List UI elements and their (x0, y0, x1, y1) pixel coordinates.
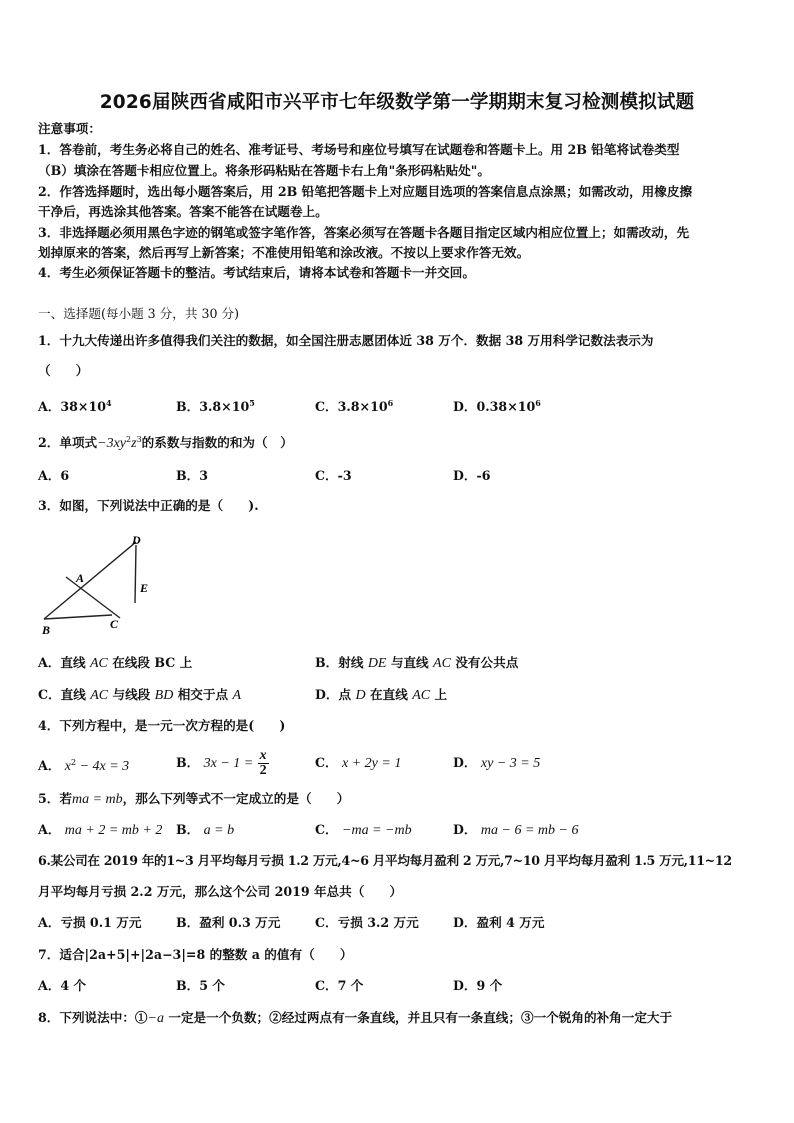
q5-option-c: C． −ma = −mb (315, 822, 412, 838)
question-1-stem: 1．十九大传递出许多值得我们关注的数据，如全国注册志愿团体近 38 万个．数据 38 万用科学记数法表示为 (38, 333, 654, 348)
line-ac (66, 577, 120, 618)
question-8-stem: 8．下列说法中：①−a 一定是一个负数；②经过两点有一条直线，并且只有一条直线；③一个锐角的补角一定大于 (38, 1010, 673, 1026)
page-title: 2026届陕西省咸阳市兴平市七年级数学第一学期期末复习检测模拟试题 (99, 92, 695, 113)
q7-option-c: C．7 个 (315, 978, 364, 993)
ray-de (135, 545, 136, 603)
question-3-stem: 3．如图，下列说法中正确的是（ ). (38, 498, 259, 513)
q4-option-a: A． $x^2 - 4x = 3$ (38, 758, 130, 775)
q3-option-d: D．点 D 在直线 AC 上 (315, 687, 448, 703)
q7-option-a: A．4 个 (38, 978, 87, 993)
fraction-x-over-2: $\frac{x}{2}$ (259, 748, 267, 778)
question-5-stem: 5．若ma = mb，那么下列等式不一定成立的是（ ） (38, 791, 350, 807)
q6-option-a: A．亏损 0.1 万元 (38, 915, 142, 930)
question-2-stem: 2．单项式$-3xy^2z^3$的系数与指数的和为（ ） (38, 435, 293, 452)
q6-option-c: C．亏损 3.2 万元 (315, 915, 419, 930)
notice-line: 2．作答选择题时，选出每小题答案后，用 2B 铅笔把答题卡上对应题目选项的答案信息点涂黑；如需改动，用橡皮擦 (38, 184, 693, 199)
q4-option-d: D． xy − 3 = 5 (453, 755, 541, 771)
label-d: D (132, 533, 141, 547)
triangle-figure (36, 530, 166, 640)
circled-number: ① (134, 1010, 148, 1025)
notice-line: 1．答卷前，考生务必将自己的姓名、准考证号、考场号和座位号填写在试题卷和答题卡上。用 2B 铅笔将试卷类型 (38, 142, 680, 157)
q1-option-a: A．$38\times 10^4$ (38, 398, 112, 415)
question-6-line-2: 月平均每月亏损 2.2 万元，那么这个公司 2019 年总共（ ） (38, 884, 403, 899)
q4-option-b: B． 3x − 1 = $\frac{x}{2}$ (176, 748, 267, 778)
notice-line: 3．非选择题必须用黑色字迹的钢笔或签字笔作答，答案必须写在答题卡各题目指定区域内相应位置上；如需改动，先 (38, 225, 690, 240)
q7-option-b: B．5 个 (176, 978, 225, 993)
q2-option-a: A．6 (38, 468, 70, 483)
q2-option-d: D．-6 (453, 468, 491, 483)
segment-bc (44, 615, 112, 619)
question-4-stem: 4．下列方程中，是一元一次方程的是( ) (38, 718, 286, 733)
q2-option-b: B．3 (176, 468, 209, 483)
notice-line: 划掉原来的答案，然后再写上新答案；不准使用铅笔和涂改液。不按以上要求作答无效。 (38, 245, 530, 260)
q2-option-c: C．-3 (315, 468, 352, 483)
q5-option-b: B． a = b (176, 822, 235, 838)
label-a: A (76, 571, 85, 585)
q1-option-c: C．$3.8\times 10^6$ (315, 398, 394, 415)
q7-option-d: D．9 个 (453, 978, 503, 993)
notice-line: （B）填涂在答题卡相应位置上。将条形码粘贴在答题卡右上角"条形码粘贴处"。 (38, 163, 490, 178)
q1-option-d: D．$0.38\times 10^6$ (453, 398, 541, 415)
label-b: B (42, 623, 51, 637)
q1-option-b: B．$3.8\times 10^5$ (176, 398, 255, 415)
segment-bd (44, 542, 136, 619)
q6-option-d: D．盈利 4 万元 (453, 915, 545, 930)
circled-number: ③ (520, 1010, 534, 1025)
question-6-line-1: 6.某公司在 2019 年的1~3 月平均每月亏损 1.2 万元,4~6 月平均每月盈利 2 万元,7~10 月平均每月盈利 1.5 万元,11~12 (38, 853, 732, 868)
section-heading: 一、选择题(每小题 3 分，共 30 分) (38, 306, 240, 321)
notice-heading: 注意事项： (38, 121, 101, 136)
label-c: C (110, 617, 119, 631)
q3-option-b: B．射线 DE 与直线 AC 没有公共点 (315, 655, 519, 671)
notice-line: 4．考生必须保证答题卡的整洁。考试结束后，请将本试卷和答题卡一并交回。 (38, 265, 475, 280)
circled-number: ② (269, 1010, 282, 1025)
q3-option-a: A．直线 AC 在线段 BC 上 (38, 655, 193, 671)
q6-option-b: B．盈利 0.3 万元 (176, 915, 281, 930)
q5-option-d: D． ma − 6 = mb − 6 (453, 822, 579, 838)
question-7-stem: 7．适合|2a+5|+|2a−3|=8 的整数 a 的值有（ ） (38, 947, 353, 962)
q3-option-c: C．直线 AC 与线段 BD 相交于点 A (38, 687, 242, 703)
q4-option-c: C． x + 2y = 1 (315, 755, 402, 771)
question-1-paren: （ ） (38, 363, 89, 378)
notice-line: 干净后，再选涂其他答案。答案不能答在试题卷上。 (38, 204, 328, 219)
label-e: E (140, 581, 149, 595)
q5-option-a: A． ma + 2 = mb + 2 (38, 822, 163, 838)
